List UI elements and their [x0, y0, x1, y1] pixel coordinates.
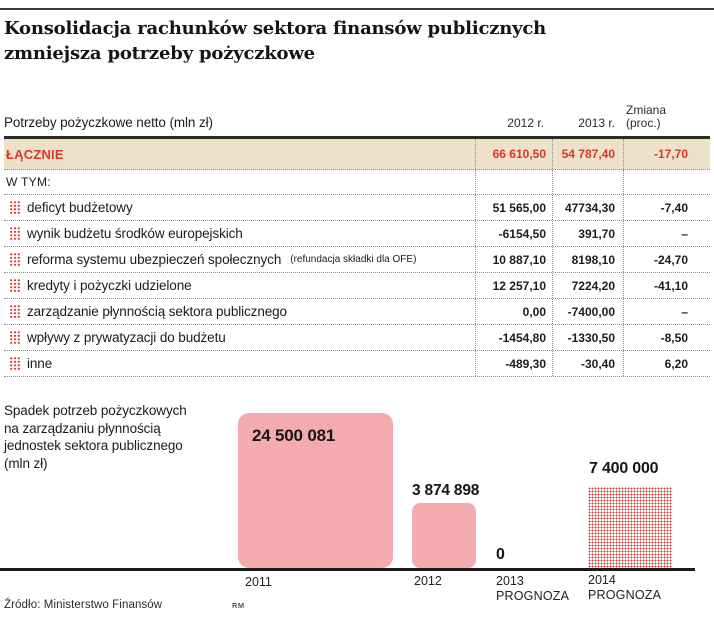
credit-note: RM — [232, 601, 245, 610]
bar-2014-dotted — [588, 487, 672, 568]
grid-dots-icon — [10, 357, 20, 370]
bar-value-2012: 3 874 898 — [412, 482, 480, 499]
chart-description-line1: Spadek potrzeb pożyczkowych — [4, 403, 187, 418]
row-change: -7,40 — [660, 200, 688, 215]
table-row — [4, 325, 710, 351]
chart-description-line4: (mln zł) — [4, 455, 48, 471]
row-value-2012: 0,00 — [522, 304, 546, 319]
grid-dots-icon — [10, 253, 20, 266]
total-value-2012-cell — [475, 139, 552, 169]
bar-value-2013: 0 — [496, 546, 505, 563]
chart-baseline — [0, 568, 695, 571]
column-header-2012: 2012 r. — [507, 116, 544, 130]
grid-dots-icon — [10, 201, 20, 214]
chart-description-line3: jednostek sektora publicznego — [4, 438, 183, 453]
total-value-2012: 66 610,50 — [492, 147, 546, 161]
row-label-text: deficyt budżetowy — [27, 200, 133, 215]
row-value-2012: 10 887,10 — [492, 252, 546, 267]
column-header-change — [623, 104, 710, 136]
page-title-line1: Konsolidacja rachunków sektora finansów publicznych — [4, 18, 547, 39]
row-label-text: zarządzanie płynnością sektora publicznego — [27, 304, 287, 319]
row-value-2012: 12 257,10 — [492, 278, 546, 293]
total-value-2013-cell — [552, 139, 623, 169]
row-label-text: kredyty i pożyczki udzielone — [27, 278, 192, 293]
row-value-2013: 7224,20 — [571, 278, 615, 293]
source-note: Źródło: Ministerstwo Finansów — [4, 599, 163, 611]
row-change: 6,20 — [664, 356, 688, 371]
row-value-2013: -1330,50 — [567, 330, 615, 345]
table-row — [4, 221, 710, 247]
axis-label-2013: 2013 PROGNOZA — [496, 574, 570, 603]
row-label-text: reforma systemu ubezpieczeń społecznych — [27, 252, 282, 267]
table-caption: Potrzeby pożyczkowe netto (mln zł) — [4, 115, 213, 130]
row-value-2013: -30,40 — [580, 356, 615, 371]
row-value-2012: -489,30 — [505, 356, 546, 371]
top-divider — [0, 8, 714, 10]
row-value-2013: 391,70 — [578, 226, 615, 241]
column-header-change-line2: (proc.) — [626, 116, 661, 130]
row-change: – — [681, 226, 688, 241]
row-value-2012: -1454,80 — [498, 330, 546, 345]
table-row — [4, 351, 710, 377]
axis-label-2011: 2011 — [245, 575, 272, 589]
chart-description-line2: na zarządzaniu płynnością — [4, 420, 161, 436]
bar-2012 — [412, 503, 476, 568]
borrowing-needs-table — [4, 96, 710, 377]
page-title-line2: zmniejsza potrzeby pożyczkowe — [4, 43, 315, 64]
total-value-2013: 54 787,40 — [561, 147, 615, 161]
total-row-label: ŁĄCZNIE — [6, 146, 64, 162]
bar-value-2011: 24 500 081 — [252, 426, 336, 445]
axis-label-2014: 2014 PROGNOZA — [588, 573, 662, 602]
grid-dots-icon — [10, 305, 20, 318]
row-label-note: (refundacja składki dla OFE) — [290, 254, 417, 265]
row-value-2013: 8198,10 — [571, 252, 615, 267]
grid-dots-icon — [10, 279, 20, 292]
grid-dots-icon — [10, 331, 20, 344]
table-row — [4, 195, 710, 221]
bar-value-2014: 7 400 000 — [589, 460, 659, 477]
table-row — [4, 299, 710, 325]
row-change: -24,70 — [653, 252, 688, 267]
table-row — [4, 273, 710, 299]
table-total-row — [4, 139, 710, 170]
table-header-row — [4, 96, 710, 139]
row-change: -8,50 — [660, 330, 688, 345]
total-change-cell — [623, 139, 710, 169]
grid-dots-icon — [10, 227, 20, 240]
row-value-2012: -6154,50 — [498, 226, 546, 241]
row-change: -41,10 — [653, 278, 688, 293]
page-title — [4, 16, 710, 66]
total-change: -17,70 — [653, 147, 688, 161]
axis-label-2012: 2012 — [414, 574, 442, 588]
column-header-change-line1: Zmiana — [626, 103, 667, 117]
column-header-2013: 2013 r. — [578, 116, 615, 130]
row-value-2012: 51 565,00 — [492, 200, 546, 215]
chart-description — [4, 402, 187, 472]
row-value-2013: -7400,00 — [567, 304, 615, 319]
row-label-text: inne — [27, 356, 53, 371]
row-change: – — [681, 304, 688, 319]
row-label-text: wpływy z prywatyzacji do budżetu — [27, 330, 226, 345]
table-section-row — [4, 170, 710, 195]
row-label-text: wynik budżetu środków europejskich — [27, 226, 243, 241]
table-row — [4, 247, 710, 273]
section-label: W TYM: — [6, 175, 51, 189]
row-value-2013: 47734,30 — [564, 200, 615, 215]
